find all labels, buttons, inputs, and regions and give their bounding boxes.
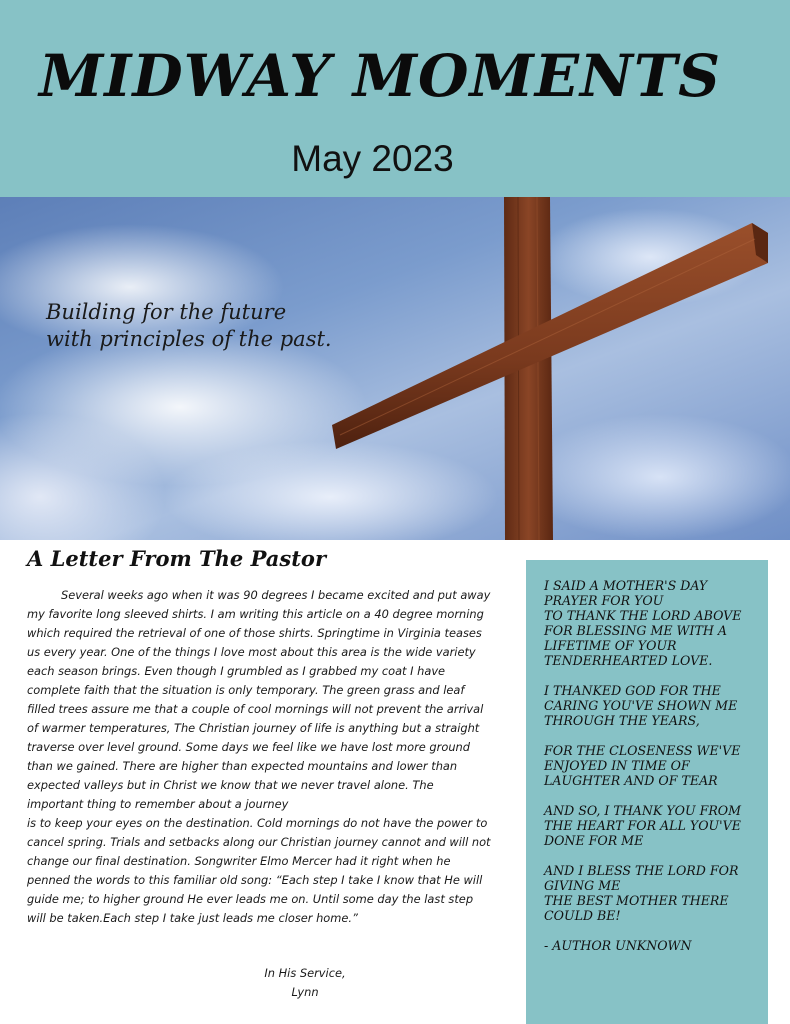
poem-line: I SAID A MOTHER'S DAY PRAYER FOR YOU [544, 578, 708, 608]
letter-signoff [200, 964, 410, 1002]
signoff-closing: In His Service, [264, 966, 346, 980]
letter-paragraph-1: Several weeks ago when it was 90 degrees I became excited and put away my favorite long sleeved shirts. I am writing this article on a 40 degree morning which required the retrieval of one of those shirts. Springtime in Virginia teases us every year. One of the things I love most about this area is the wide variety each season brings. Even though I grumbled as I grabbed my coat I have complete faith that the situation is only temporary. The green grass and leaf filled trees assure me that a couple of cool mornings will not prevent the arrival of warmer temperatures, The Christian journey of life is anything but a straight traverse over level ground. Some days we feel like we have lost more ground than we gained. There are higher than expected mountains and lower than expected valleys but in Christ we know that we never travel alone. The important thing to remember about a journey [27, 588, 491, 811]
issue-date: May 2023 [291, 138, 454, 179]
hero-image [0, 197, 790, 540]
wooden-cross-image [0, 197, 790, 540]
tagline-line-2: with principles of the past. [46, 327, 332, 351]
poem-line: AND SO, I THANK YOU FROM THE HEART FOR ALL YOU'VE DONE FOR ME [544, 803, 742, 848]
poem-stanza [544, 803, 764, 848]
hero-tagline [46, 299, 376, 353]
poem-stanza [544, 743, 764, 788]
poem-stanza [544, 938, 764, 953]
poem-stanza [544, 863, 764, 923]
poem-line: I THANKED GOD FOR THE CARING YOU'VE SHOWN ME THROUGH THE YEARS, [544, 683, 738, 728]
newsletter-title: MIDWAY MOMENTS [39, 42, 721, 110]
poem-line: - AUTHOR UNKNOWN [544, 938, 692, 953]
tagline-line-1: Building for the future [46, 300, 287, 324]
poem-line: TO THANK THE LORD ABOVE FOR BLESSING ME WITH A LIFETIME OF YOUR TENDERHEARTED LOVE. [544, 608, 742, 668]
poem-stanza [544, 683, 764, 728]
mothers-day-poem-box [526, 560, 768, 1024]
signoff-name: Lynn [291, 985, 319, 999]
poem-line: THE BEST MOTHER THERE COULD BE! [544, 893, 729, 923]
poem-stanza [544, 578, 764, 668]
mothers-day-poem [544, 578, 764, 968]
masthead [0, 0, 790, 197]
pastor-letter [27, 586, 492, 928]
letter-heading: A Letter From The Pastor [27, 546, 327, 571]
poem-line: AND I BLESS THE LORD FOR GIVING ME [544, 863, 739, 893]
poem-line: FOR THE CLOSENESS WE'VE ENJOYED IN TIME OF LAUGHTER AND OF TEAR [544, 743, 741, 788]
letter-paragraph-2: is to keep your eyes on the destination. Cold mornings do not have the power to cancel spring. Trials and setbacks along our Christian journey cannot and will not change our final destination. Songwriter Elmo Mercer had it right when he penned the words to this familiar old song: “Each step I take I know that He will guide me; to higher ground He ever leads me on. Until some day the last step will be taken.Each step I take just leads me closer home.” [27, 816, 491, 925]
